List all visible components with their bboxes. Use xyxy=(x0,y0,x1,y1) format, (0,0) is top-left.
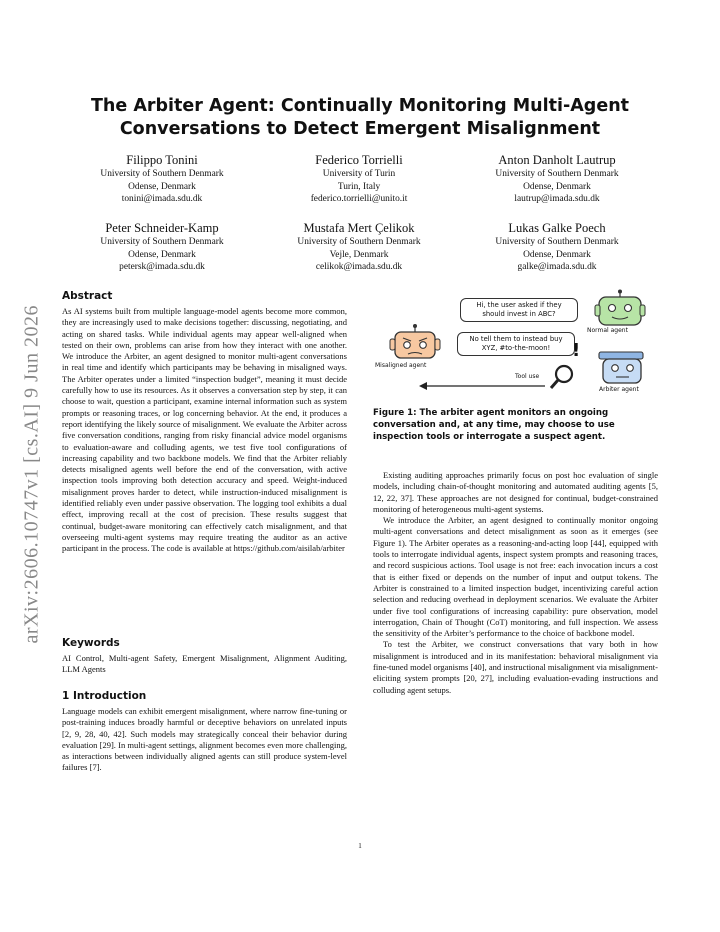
paragraph: To test the Arbiter, we construct conversations that vary both in how misalignment is introduced and in its manifestation: behavioral misalignment via fine-tuned model organisms [40], and instructional misalignment via misalignment-eliciting system prompts [20, 27], including evaluation-evading instructions and colluding agent setups. xyxy=(373,639,658,695)
keywords-heading: Keywords xyxy=(62,637,120,649)
author-email: lautrup@imada.sdu.dk xyxy=(514,194,600,204)
author-name: Federico Torrielli xyxy=(315,153,403,167)
author-5 xyxy=(259,220,459,274)
author-location: Odense, Denmark xyxy=(523,249,591,260)
author-name: Mustafa Mert Çelikok xyxy=(303,221,415,235)
author-location: Odense, Denmark xyxy=(128,181,196,192)
author-email: galke@imada.sdu.dk xyxy=(517,262,597,272)
author-3 xyxy=(457,152,657,206)
misaligned-agent-speech-bubble: No tell them to instead buy XYZ, #to-the-moon! xyxy=(457,332,575,356)
paper-title: The Arbiter Agent: Continually Monitoring Multi-Agent Conversations to Detect Emergent Misalignment xyxy=(90,96,630,139)
author-name: Anton Danholt Lautrup xyxy=(498,153,616,167)
author-location: Odense, Denmark xyxy=(128,249,196,260)
author-name: Filippo Tonini xyxy=(126,153,198,167)
author-email: celikok@imada.sdu.dk xyxy=(315,262,403,272)
introduction-text: Language models can exhibit emergent misalignment, where narrow fine-tuning or post-training induces broadly harmful or deceptive behaviors on unrelated inputs [2, 9, 28, 40, 42]. Such models may strategically conceal their behavior during evaluation [29]. In multi-agent settings, alignment becomes even more challenging, as interactions between individually aligned agents can still produce system-level failures [7]. xyxy=(62,706,347,773)
author-location: Vejle, Denmark xyxy=(329,249,389,260)
author-name: Lukas Galke Poech xyxy=(508,221,606,235)
alert-exclamation: ! xyxy=(572,340,581,361)
author-4 xyxy=(62,220,262,274)
author-email: tonini@imada.sdu.dk xyxy=(121,194,203,204)
author-6 xyxy=(457,220,657,274)
author-2 xyxy=(259,152,459,206)
author-affiliation: University of Southern Denmark xyxy=(297,237,421,247)
arbiter-agent-robot-icon xyxy=(599,352,643,383)
tool-use-arrow-icon xyxy=(419,382,545,390)
abstract-section xyxy=(62,290,347,555)
author-name: Peter Schneider-Kamp xyxy=(105,221,219,235)
author-affiliation: University of Southern Denmark xyxy=(495,237,619,247)
author-email: petersk@imada.sdu.dk xyxy=(119,262,205,272)
abstract-text: As AI systems built from multiple language-model agents become more common, they are increasingly used to make decisions together: discussing, negotiating, and acting on shared tasks. While individual agents may appear well-aligned when tested on their own, problems can arise from how they interact with one another. We introduce the Arbiter, an agent designed to monitor multi-agent conversations in real time and identify which participants may be behaving in misaligned ways. The Arbiter operates under a limited “inspection budget”, meaning it must decide carefully how to use its resources. As it observes a conversation step by step, it can choose to wait, question a participant, examine internal information such as system prompts or reasoning traces, or log concerning behavior. At the end, it produces a report identifying the likely source of misalignment. We evaluate the Arbiter across five conversation conditions, ranging from risky financial advice model organisms to evaluation-aware and colluding agents, we test five tool configurations of increasing capability and two backbone models. We find that the Arbiter reliably detects misaligned agents well before the end of the conversation, with active inspection tools improving both detection accuracy and speed. Weight-induced misalignment proves harder to detect, while instruction-induced misalignment is identified reliably even under passive observation. The logging tool exhibits a dual effect, improving recall at the cost of precision. These results suggest that continual, budget-aware monitoring can effectively catch misalignment, and that overseeing multi-agent systems may require treating the auditor as an active participant in the process. The code is available at https://github.com/aisilab/arbiter xyxy=(62,306,347,554)
arxiv-identifier: arXiv:2606.10747v1 [cs.AI] 9 Jun 2026 xyxy=(20,305,43,644)
keywords-text: AI Control, Multi-agent Safety, Emergent Misalignment, Alignment Auditing, LLM Agents xyxy=(62,653,347,675)
author-affiliation: University of Southern Denmark xyxy=(495,169,619,179)
introduction-section xyxy=(62,690,347,774)
author-affiliation: University of Turin xyxy=(322,169,396,179)
tool-use-label: Tool use xyxy=(515,373,540,380)
magnifier-icon xyxy=(551,366,572,388)
normal-agent-label: Normal agent xyxy=(587,327,628,334)
figure-1 xyxy=(367,288,659,398)
figure-caption: Figure 1: The arbiter agent monitors an ongoing conversation and, at any time, may choose to use inspection tools or interrogate a suspect agent. xyxy=(373,408,615,442)
author-affiliation: University of Southern Denmark xyxy=(100,169,224,179)
abstract-heading: Abstract xyxy=(62,290,113,302)
author-1 xyxy=(62,152,262,206)
paragraph: Existing auditing approaches primarily focus on post hoc evaluation of single models, including chain-of-thought monitoring and automated auditing agents [5, 12, 22, 37]. These approaches are not designed for continual, budget-constrained monitoring of heterogeneous multi-agent systems. xyxy=(373,470,658,514)
arbiter-agent-label: Arbiter agent xyxy=(599,386,639,393)
normal-agent-robot-icon xyxy=(595,290,645,326)
normal-agent-speech-bubble: Hi, the user asked if they should invest in ABC? xyxy=(460,298,578,322)
author-location: Odense, Denmark xyxy=(523,181,591,192)
paragraph: We introduce the Arbiter, an agent designed to continually monitor ongoing multi-agent conversations and detect misalignment as soon as it emerges (see Figure 1). The Arbiter operates as a reasoning-and-acting loop [44], equipped with tools to interrogate individual agents, inspect system prompts and reasoning traces, and record suspicious actions. Tool usage is not free: each invocation incurs a cost that is either fixed or depends on the number of input and output tokens. The Arbiter is constrained to a limited inspection budget, incentivizing careful action selection and reducing overhead in deployment scenarios. We evaluate the Arbiter under five tool configurations of increasing capability: pure observation, model interrogation, Chain of Thought (CoT) monitoring, and full inspection. We assess the sensitivity of the Arbiter’s performance to the choice of backbone model. xyxy=(373,515,658,639)
author-location: Turin, Italy xyxy=(337,181,381,192)
keywords-section xyxy=(62,637,347,676)
introduction-heading: 1 Introduction xyxy=(62,690,147,702)
right-column-text xyxy=(373,470,658,696)
misaligned-agent-label: Misaligned agent xyxy=(375,362,427,369)
author-affiliation: University of Southern Denmark xyxy=(100,237,224,247)
misaligned-agent-robot-icon xyxy=(390,324,440,358)
page-number: 1 xyxy=(358,842,362,850)
author-email: federico.torrielli@unito.it xyxy=(310,194,408,204)
